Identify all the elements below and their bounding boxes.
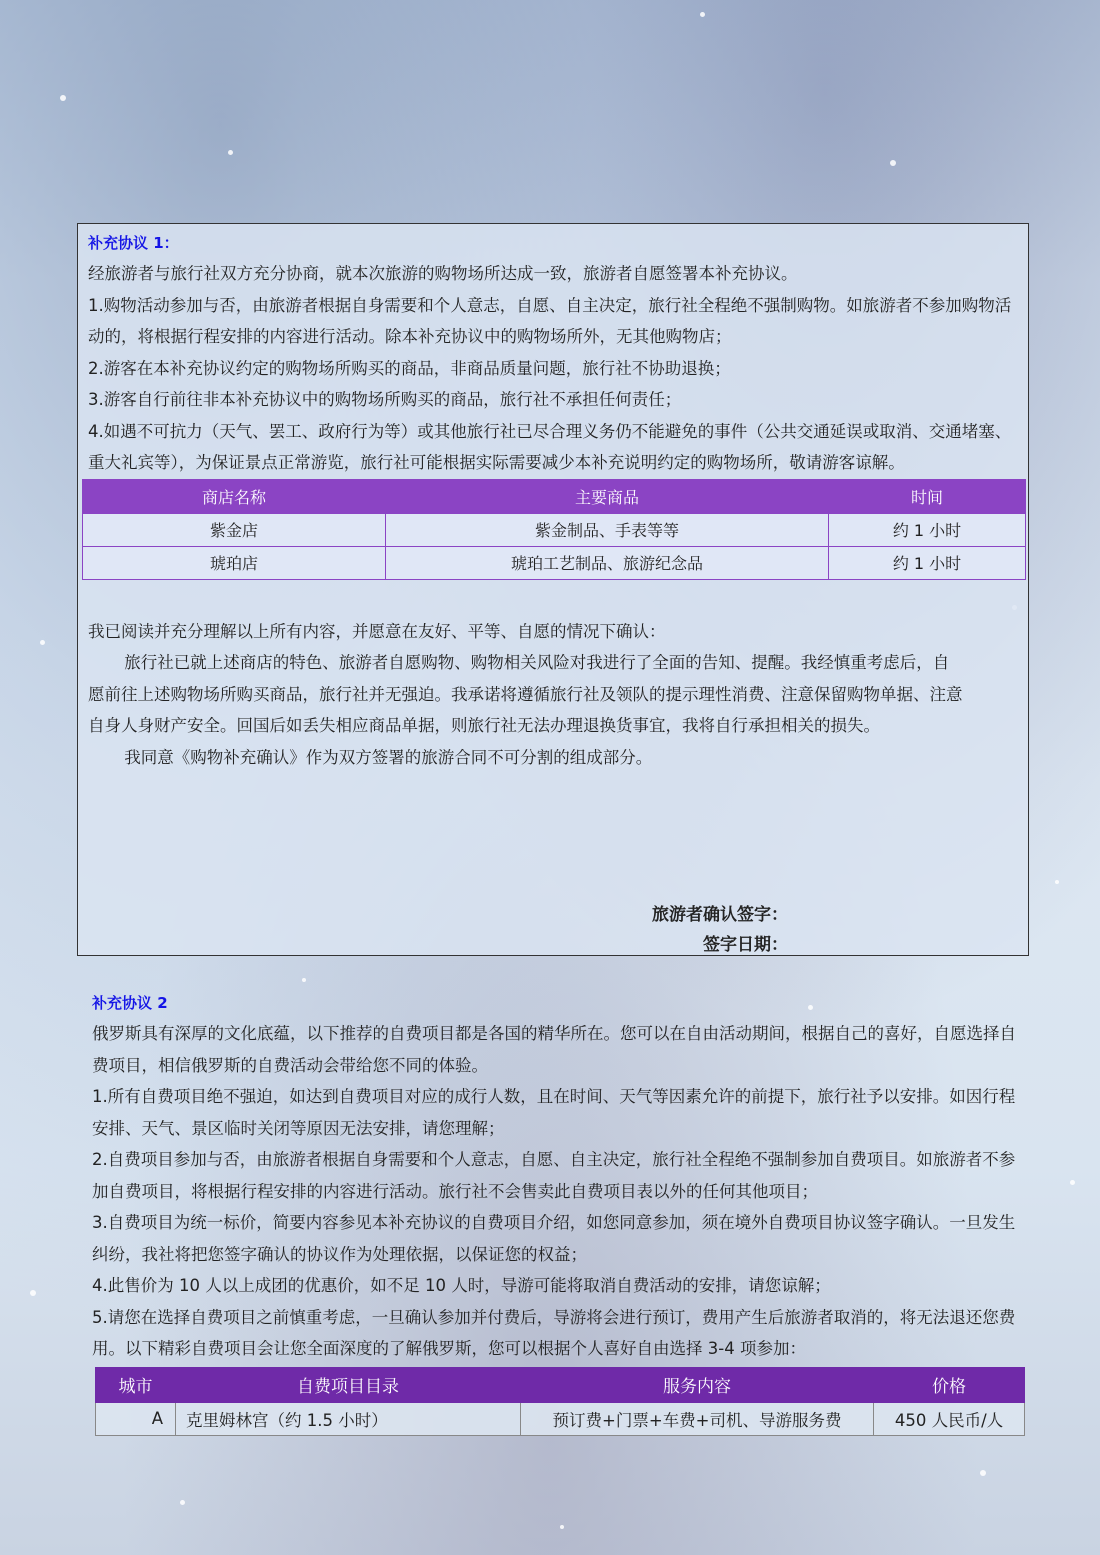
optional-tour-header xyxy=(96,1367,1025,1402)
agreement-2-item-1: 1.所有自费项目绝不强迫，如达到自费项目对应的成行人数，且在时间、天气等因素允许的前提下，旅行社予以安排。如因行程安排、天气、景区临时关闭等原因无法安排，请您理解； xyxy=(92,1087,1016,1138)
header-project: 自费项目目录 xyxy=(176,1367,521,1402)
shop-time: 约 1 小时 xyxy=(829,546,1026,579)
tour-service: 预订费+门票+车费+司机、导游服务费 xyxy=(521,1402,874,1435)
agreement-1-panel xyxy=(77,223,1029,956)
header-time: 时间 xyxy=(829,479,1026,513)
header-main-goods: 主要商品 xyxy=(386,479,829,513)
confirm-body: 旅行社已就上述商店的特色、旅游者自愿购物、购物相关风险对我进行了全面的告知、提醒。我经慎重考虑后，自愿前往上述购物场所购买商品，旅行社并无强迫。我承诺将遵循旅行社及领队的提示理性消费、注意保留购物单据、注意自身人身财产安全。回国后如丢失相应商品单据，则旅行社无法办理退换货事宜，我将自行承担相关的损失。 xyxy=(88,653,963,735)
tour-project: 克里姆林宫（约 1.5 小时） xyxy=(176,1402,521,1435)
table-row xyxy=(83,513,1026,546)
agreement-1-item-2: 2.游客在本补充协议约定的购物场所购买的商品，非商品质量问题，旅行社不协助退换； xyxy=(88,358,731,378)
table-row xyxy=(83,546,1026,579)
header-city: 城市 xyxy=(96,1367,176,1402)
shop-name: 琥珀店 xyxy=(83,546,386,579)
tour-price: 450 人民币/人 xyxy=(874,1402,1025,1435)
tour-city: A xyxy=(96,1402,176,1435)
agreement-2-item-2: 2.自费项目参加与否，由旅游者根据自身需要和个人意志，自愿、自主决定，旅行社全程绝不强制参加自费项目。如旅游者不参加自费项目，将根据行程安排的内容进行活动。旅行社不会售卖此自费项目表以外的任何其他项目； xyxy=(92,1150,1016,1201)
optional-tour-table xyxy=(95,1367,1025,1436)
agreement-1-title: 补充协议 1： xyxy=(88,234,179,252)
traveler-signature-label: 旅游者确认签字： xyxy=(652,905,788,925)
header-shop-name: 商店名称 xyxy=(83,479,386,513)
header-service: 服务内容 xyxy=(521,1367,874,1402)
agreement-1-item-4: 4.如遇不可抗力（天气、罢工、政府行为等）或其他旅行社已尽合理义务仍不能避免的事件（公共交通延误或取消、交通堵塞、重大礼宾等），为保证景点正常游览，旅行社可能根据实际需要减少本补充说明约定的购物场所，敬请游客谅解。 xyxy=(88,421,1012,472)
agreement-1-intro: 经旅游者与旅行社双方充分协商，就本次旅游的购物场所达成一致，旅游者自愿签署本补充协议。 xyxy=(88,264,798,283)
shop-table-header xyxy=(83,479,1026,513)
table-row xyxy=(96,1402,1025,1435)
confirm-lead: 我已阅读并充分理解以上所有内容，并愿意在友好、平等、自愿的情况下确认： xyxy=(88,621,666,641)
shop-time: 约 1 小时 xyxy=(829,513,1026,546)
agreement-2-item-4: 4.此售价为 10 人以上成团的优惠价，如不足 10 人时，导游可能将取消自费活动的安排，请您谅解； xyxy=(92,1276,831,1295)
agreement-2-item-3: 3.自费项目为统一标价，简要内容参见本补充协议的自费项目介绍，如您同意参加，须在境外自费项目协议签字确认。一旦发生纠纷，我社将把您签字确认的协议作为处理依据，以保证您的权益； xyxy=(92,1213,1016,1264)
agreement-2-title: 补充协议 2 xyxy=(92,994,168,1012)
shop-table xyxy=(82,479,1026,580)
agreement-2-item-5: 5.请您在选择自费项目之前慎重考虑，一旦确认参加并付费后，导游将会进行预订，费用产生后旅游者取消的，将无法退还您费用。以下精彩自费项目会让您全面深度的了解俄罗斯，您可以根据个人喜好自由选择 3-4 项参加： xyxy=(92,1307,1016,1358)
agreement-2-intro: 俄罗斯具有深厚的文化底蕴，以下推荐的自费项目都是各国的精华所在。您可以在自由活动期间，根据自己的喜好，自愿选择自费项目，相信俄罗斯的自费活动会带给您不同的体验。 xyxy=(92,1024,1016,1075)
agreement-1-item-1: 1.购物活动参加与否，由旅游者根据自身需要和个人意志，自愿、自主决定，旅行社全程绝不强制购物。如旅游者不参加购物活动的，将根据行程安排的内容进行活动。除本补充协议中的购物场所外，无其他购物店； xyxy=(88,295,1012,346)
shop-goods: 紫金制品、手表等等 xyxy=(386,513,829,546)
agreement-2-section xyxy=(92,988,1027,1436)
header-price: 价格 xyxy=(874,1367,1025,1402)
signature-date-label: 签字日期： xyxy=(703,935,788,955)
shop-goods: 琥珀工艺制品、旅游纪念品 xyxy=(386,546,829,579)
confirm-agree: 我同意《购物补充确认》作为双方签署的旅游合同不可分割的组成部分。 xyxy=(124,747,653,767)
agreement-1-item-3: 3.游客自行前往非本补充协议中的购物场所购买的商品，旅行社不承担任何责任； xyxy=(88,390,682,409)
shop-name: 紫金店 xyxy=(83,513,386,546)
